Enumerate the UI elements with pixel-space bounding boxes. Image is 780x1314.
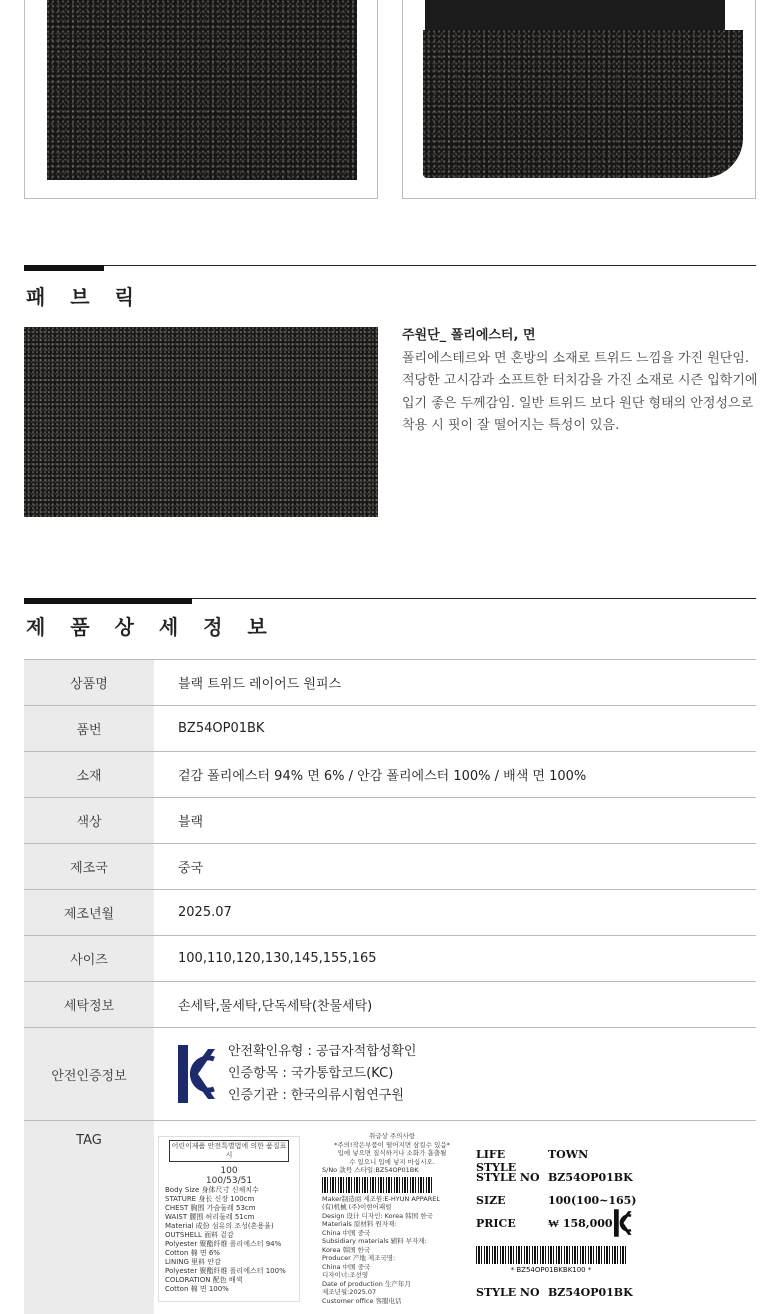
tag-line: WAIST 腰围 허리둘레 51cm	[165, 1213, 293, 1222]
care-label-tag	[158, 1136, 300, 1302]
row-label: 세탁정보	[24, 982, 154, 1028]
row-label: 제조년월	[24, 890, 154, 936]
tag-line: Cotton 棉 면 6%	[165, 1249, 293, 1258]
safety-line: 인증항목 : 국가통합코드(KC)	[228, 1063, 416, 1085]
tag-size: 100	[165, 1166, 293, 1176]
row-label: TAG	[24, 1121, 154, 1314]
tag-line: 디자이너:조선영	[322, 1271, 462, 1280]
tag-key: PRICE	[476, 1217, 548, 1240]
row-value: 겉감 폴리에스터 94% 면 6% / 안감 폴리에스터 100% / 배색 면 100%	[154, 752, 756, 798]
row-value: 블랙	[154, 798, 756, 844]
tag-line: Polyester 聚酯纤维 폴리에스터 94%	[165, 1240, 293, 1249]
tag-line: CHEST 胸围 가슴둘레 53cm	[165, 1204, 293, 1213]
safety-line: 안전확인유형 : 공급자적합성확인	[228, 1041, 416, 1063]
tag-val: BZ54OP01BK	[548, 1171, 633, 1194]
row-label: 소재	[24, 752, 154, 798]
table-row	[24, 752, 756, 798]
fabric-line: 입기 좋은 두께감임. 일반 트위드 보다 원단 형태의 안정성으로	[402, 393, 762, 416]
barcode-icon	[322, 1177, 432, 1193]
safety-value	[154, 1028, 756, 1121]
table-row	[24, 844, 756, 890]
table-row	[24, 1121, 756, 1314]
tag-val: 100(100~165)	[548, 1194, 637, 1217]
tag-line: Design 设计 디자인: Korea 韩国 한국	[322, 1212, 462, 1221]
tag-line: Cotton 棉 면 100%	[165, 1285, 293, 1294]
tag-key: LIFE STYLE	[476, 1148, 548, 1171]
tag-line: Body Size 身体尺寸 신체치수	[165, 1186, 293, 1195]
tag-line: 취급상 주의사항	[322, 1132, 462, 1141]
tag-line: Korea 韩国 한국	[322, 1246, 462, 1255]
tag-line: *주의!작은부품이 떨어지면 삼킬수 있음*	[322, 1141, 462, 1150]
row-value: 중국	[154, 844, 756, 890]
table-row	[24, 706, 756, 752]
tag-line: LINING 里料 안감	[165, 1258, 293, 1267]
row-label: 안전인증정보	[24, 1028, 154, 1121]
fabric-description	[402, 325, 762, 438]
tag-line: Polyester 聚酯纤维 폴리에스터 100%	[165, 1267, 293, 1276]
row-value: 100,110,120,130,145,155,165	[154, 936, 756, 982]
tag-line: 입에 넣으면 질식하거나 소화가 흡출될	[322, 1149, 462, 1158]
section-divider	[24, 265, 756, 266]
row-label: 색상	[24, 798, 154, 844]
row-value: 손세탁,물세탁,단독세탁(찬물세탁)	[154, 982, 756, 1028]
detail-section-title: 제 품 상 세 정 보	[26, 611, 276, 640]
table-row	[24, 890, 756, 936]
row-value: 2025.07	[154, 890, 756, 936]
row-label: 품번	[24, 706, 154, 752]
fabric-line: 적당한 고시감과 소프트한 터치감을 가진 소재로 시즌 입학기에	[402, 370, 762, 393]
product-photo-left	[24, 0, 378, 199]
row-label: 사이즈	[24, 936, 154, 982]
caution-label-tag	[322, 1132, 462, 1302]
tag-measure: 100/53/51	[165, 1176, 293, 1186]
fabric-swatch-image	[24, 327, 378, 517]
tag-key: STYLE NO	[476, 1171, 548, 1194]
tag-line: China 中国 중국	[322, 1229, 462, 1238]
tweed-hem-image	[423, 30, 743, 178]
tag-line: Date of production 生产年月	[322, 1280, 462, 1289]
tag-line: Material 成份 섬유의 조성(혼용율)	[165, 1222, 293, 1231]
kc-mark-icon	[614, 1209, 632, 1237]
tag-images	[154, 1121, 756, 1314]
fabric-line: 폴리에스테르와 면 혼방의 소재로 트위드 느낌을 가진 원단임.	[402, 348, 762, 371]
tag-line: Materials 原材料 원자재:	[322, 1220, 462, 1229]
tag-line: 수 있으니 입에 넣지 마십시오.	[322, 1158, 462, 1167]
table-row	[24, 982, 756, 1028]
tag-val: BZ54OP01BK	[548, 1286, 633, 1309]
tag-line: STATURE 身长 신장 100cm	[165, 1195, 293, 1204]
tag-val: TOWN	[548, 1148, 588, 1171]
row-value: 블랙 트위드 레이어드 원피스	[154, 660, 756, 706]
tag-style: S/No 款号 스타일:BZ54OP01BK	[322, 1166, 462, 1175]
tag-key: STYLE NO	[476, 1286, 548, 1309]
tag-line: 제조년월:2025.07	[322, 1288, 462, 1297]
tag-key: SIZE	[476, 1194, 548, 1217]
tag-val: ₩ 158,000	[548, 1217, 613, 1240]
tag-line: Maker制造商 제조원:E-HYUN APPAREL	[322, 1195, 462, 1204]
table-row	[24, 936, 756, 982]
tag-line: (有)机械 (주)이현어패럴	[322, 1203, 462, 1212]
barcode-number: * BZ54OP01BKBK100 *	[476, 1266, 626, 1274]
tag-line: Customer office 客服电话	[322, 1297, 462, 1306]
row-label: 제조국	[24, 844, 154, 890]
row-value: BZ54OP01BK	[154, 706, 756, 752]
section-divider	[24, 598, 756, 599]
fabric-section-title: 패 브 릭	[26, 281, 143, 310]
table-row	[24, 1028, 756, 1121]
spec-table	[24, 659, 756, 1314]
tag-line: OUTSHELL 面料 겉감	[165, 1231, 293, 1240]
fabric-line: 착용 시 핏이 잘 떨어지는 특성이 있음.	[402, 415, 762, 438]
product-photo-right	[402, 0, 756, 199]
table-row	[24, 660, 756, 706]
barcode-icon	[476, 1246, 626, 1264]
tag-line: Producer 产地 제조국명:	[322, 1254, 462, 1263]
tag-header: 어린이제품 안전특별법에 의한 품질표시	[169, 1140, 289, 1162]
row-label: 상품명	[24, 660, 154, 706]
tag-line: COLORATION 配色 배색	[165, 1276, 293, 1285]
tag-line: China 中国 중국	[322, 1263, 462, 1272]
tag-line: Subsidiary materials 辅料 부자재:	[322, 1237, 462, 1246]
safety-line: 인증기관 : 한국의류시험연구원	[228, 1085, 416, 1107]
tweed-fabric-image	[47, 0, 357, 180]
fabric-heading: 주원단_ 폴리에스터, 면	[402, 325, 762, 348]
kc-mark-icon	[178, 1045, 216, 1103]
table-row	[24, 798, 756, 844]
